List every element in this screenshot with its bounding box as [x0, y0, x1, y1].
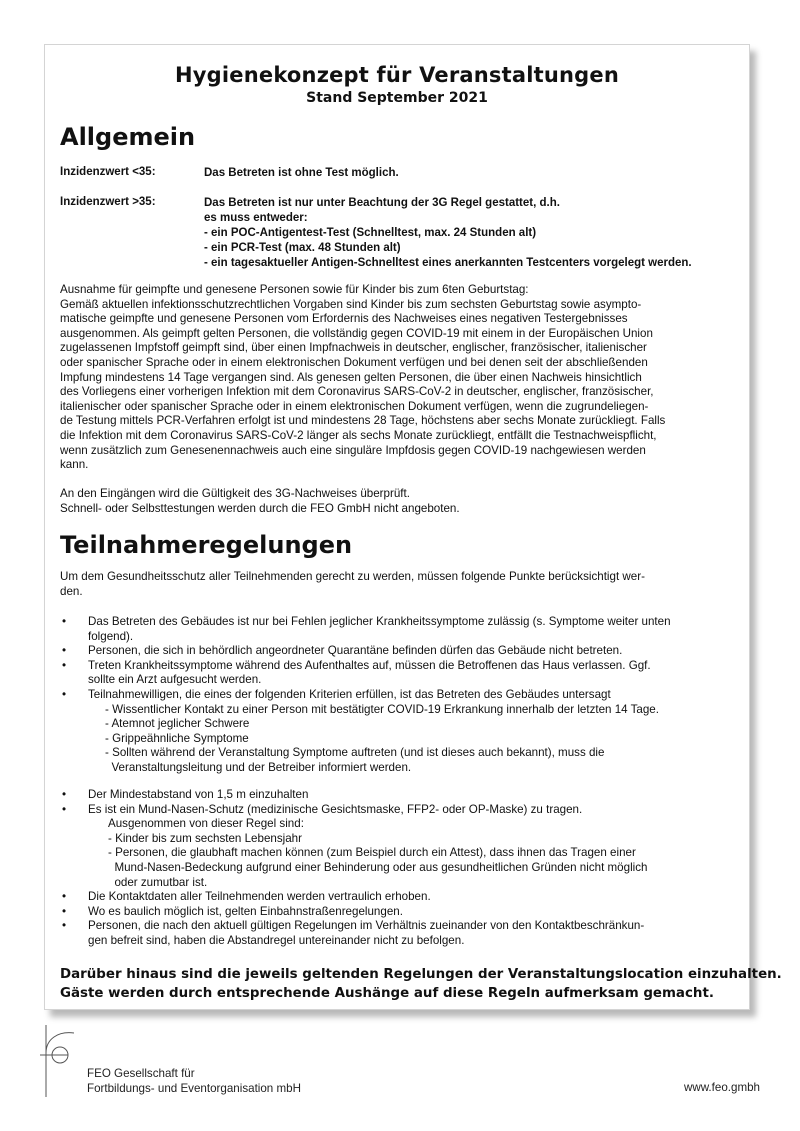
text-line: wenn zusätzlich zum Genesenennachweis auch eine singuläre Impfdosis gegen COVID-19 nachgewiesen werden [60, 443, 646, 457]
text-line: matische geimpfte und genesene Personen vom Erfordernis des Nachweises eines negativen Testergebnisses [60, 312, 628, 326]
text-line: de Testung mittels PCR-Verfahren erfolgt ist und mindestens 28 Tage, höchstens aber sechs Monate zurückliegt. Falls [60, 414, 666, 428]
text-line: Gäste werden durch entsprechende Aushänge auf diese Regeln aufmerksam gemacht. [60, 986, 714, 1001]
list-item-text: sollte ein Arzt aufgesucht werden. [88, 673, 262, 687]
list-item [60, 644, 745, 659]
text-line: oder spanischer Sprache oder in einem elektronischen Dokument verfügen und bei denen seit der abschließenden [60, 355, 648, 369]
list-item-text: • Treten Krankheitssymptome während des Aufenthaltes auf, müssen die Betroffenen das Haus verlassen. Ggf. [88, 658, 651, 672]
footer-website: www.feo.gmbh [683, 1081, 760, 1094]
document-title: Hygienekonzept für Veranstaltungen [174, 63, 619, 87]
intro-paragraph [60, 570, 740, 599]
bullet-list-1 [60, 615, 745, 776]
list-item [60, 659, 745, 688]
footer-organisation: FEO Gesellschaft für Fortbildungs- und Eventorganisation mbH [87, 1067, 301, 1095]
list-item [60, 890, 745, 905]
list-item [60, 919, 745, 948]
bullet-list-2 [60, 788, 745, 949]
entry-check-paragraph [60, 487, 740, 516]
list-item-text: folgend). [88, 629, 134, 643]
sub-item-text: - Personen, die glaubhaft machen können (zum Beispiel durch ein Attest), dass ihnen das Tragen einer [108, 846, 636, 860]
heading-teilnahme: Teilnahmeregelungen [60, 531, 353, 559]
list-item-text: • Die Kontaktdaten aller Teilnehmenden werden vertraulich erhoben. [88, 890, 431, 904]
text-line: kann. [60, 458, 89, 472]
sub-item-text: - Wissentlicher Kontakt zu einer Person mit bestätigter COVID-19 Erkrankung innerhalb der letzten 14 Tage. [105, 702, 659, 716]
rule-label-high: Inzidenzwert >35: [60, 196, 156, 208]
sub-item-text: oder zumutbar ist. [108, 875, 208, 889]
list-item [60, 788, 745, 803]
list-item-text: • Wo es baulich möglich ist, gelten Einbahnstraßenregelungen. [88, 904, 403, 918]
sub-item-text: - Kinder bis zum sechsten Lebensjahr [108, 831, 302, 845]
rule-label-low: Inzidenzwert <35: [60, 166, 156, 178]
list-item [60, 803, 745, 818]
rule-value-low: Das Betreten ist ohne Test möglich. [204, 167, 399, 179]
feo-logo-icon [38, 1023, 83, 1101]
text-line: Impfung mindestens 14 Tage vergangen sind. Als genesen gelten Personen, die über einen Nachweis hinsichtlich [60, 370, 642, 384]
text-line: den. [60, 584, 83, 598]
rule-value-high: Das Betreten ist nur unter Beachtung der 3G Regel gestattet, d.h. es muss entweder: - ein POC-Antigentest-Test (Schnelltest, max. 24 Stunden alt) - ein PCR-Test (max. 48 Stunden alt) - ein tagesaktueller Antigen-Schnelltest eines anerkannten Testcenters vorgelegt werden. [204, 197, 692, 269]
list-item-text: • Teilnahmewilligen, die eines der folgenden Kriterien erfüllen, ist das Betreten des Gebäudes untersagt [88, 687, 611, 701]
sub-item-text: - Atemnot jeglicher Schwere [105, 717, 250, 731]
sub-item-text: Ausgenommen von dieser Regel sind: [108, 817, 304, 831]
text-line: die Infektion mit dem Coronavirus SARS-CoV-2 länger als sechs Monate zurückliegt, entfällt die Testnachweispflicht, [60, 428, 657, 442]
text-line: An den Eingängen wird die Gültigkeit des 3G-Nachweises überprüft. [60, 487, 410, 500]
list-item [60, 688, 745, 703]
text-line: ausgenommen. Als geimpft gelten Personen, die vollständig gegen COVID-19 mit einem in der Europäischen Union [60, 326, 653, 340]
document-subtitle: Stand September 2021 [306, 90, 488, 106]
text-line: italienischer oder spanischer Sprache oder in einem elektronischen Dokument verfügen, wenn die zugrundeliegen- [60, 399, 649, 413]
text-line: Schnell- oder Selbsttestungen werden durch die FEO GmbH nicht angeboten. [60, 501, 460, 515]
sub-item-text: Mund-Nasen-Bedeckung aufgrund einer Behinderung oder aus gesundheitlichen Gründen nicht möglich [108, 860, 648, 874]
sub-item-text: - Sollten während der Veranstaltung Symptome auftreten (und ist dieses auch bekannt), muss die [105, 746, 605, 760]
list-item [60, 615, 745, 644]
sub-item-text: Veranstaltungsleitung und der Betreiber informiert werden. [105, 760, 412, 774]
list-item-text: • Der Mindestabstand von 1,5 m einzuhalten [88, 788, 309, 801]
list-item [60, 905, 745, 920]
list-item-text: • Personen, die sich in behördlich angeordneter Quarantäne befinden dürfen das Gebäude nicht betreten. [88, 644, 623, 658]
list-item-text: gen befreit sind, haben die Abstandregel untereinander nicht zu befolgen. [88, 933, 465, 947]
list-item-text: • Personen, die nach den aktuell gültigen Regelungen im Verhältnis zueinander von den Kontaktbeschränkun- [88, 919, 645, 933]
list-item-text: • Es ist ein Mund-Nasen-Schutz (medizinische Gesichtsmaske, FFP2- oder OP-Maske) zu tragen. [88, 802, 583, 816]
text-line: Um dem Gesundheitsschutz aller Teilnehmenden gerecht zu werden, müssen folgende Punkte berücksichtigt wer- [60, 570, 645, 583]
text-line: Ausnahme für geimpfte und genesene Personen sowie für Kinder bis zum 6ten Geburtstag: [60, 283, 529, 296]
sub-item-text: - Grippeähnliche Symptome [105, 731, 249, 745]
text-line: zugelassenen Impfstoff geimpft sind, über einen Impfnachweis in deutscher, englischer, französischer, italienischer [60, 341, 647, 355]
list-item-text: • Das Betreten des Gebäudes ist nur bei Fehlen jeglicher Krankheitssymptome zulässig (s. Symptome weiter unten [88, 615, 671, 628]
document-page [44, 44, 782, 1010]
text-line: Gemäß aktuellen infektionsschutzrechtlichen Vorgaben sind Kinder bis zum sechsten Geburtstag sowie asympto- [60, 297, 642, 311]
text-line: des Vorliegens einer vorherigen Infektion mit dem Coronavirus SARS-CoV-2 in deutscher, englischer, französischer, [60, 385, 654, 399]
text-line: Darüber hinaus sind die jeweils geltenden Regelungen der Veranstaltungslocation einzuhalten. [60, 967, 782, 982]
exception-paragraph [60, 283, 740, 473]
closing-statement [60, 965, 782, 1003]
heading-allgemein: Allgemein [60, 123, 196, 151]
